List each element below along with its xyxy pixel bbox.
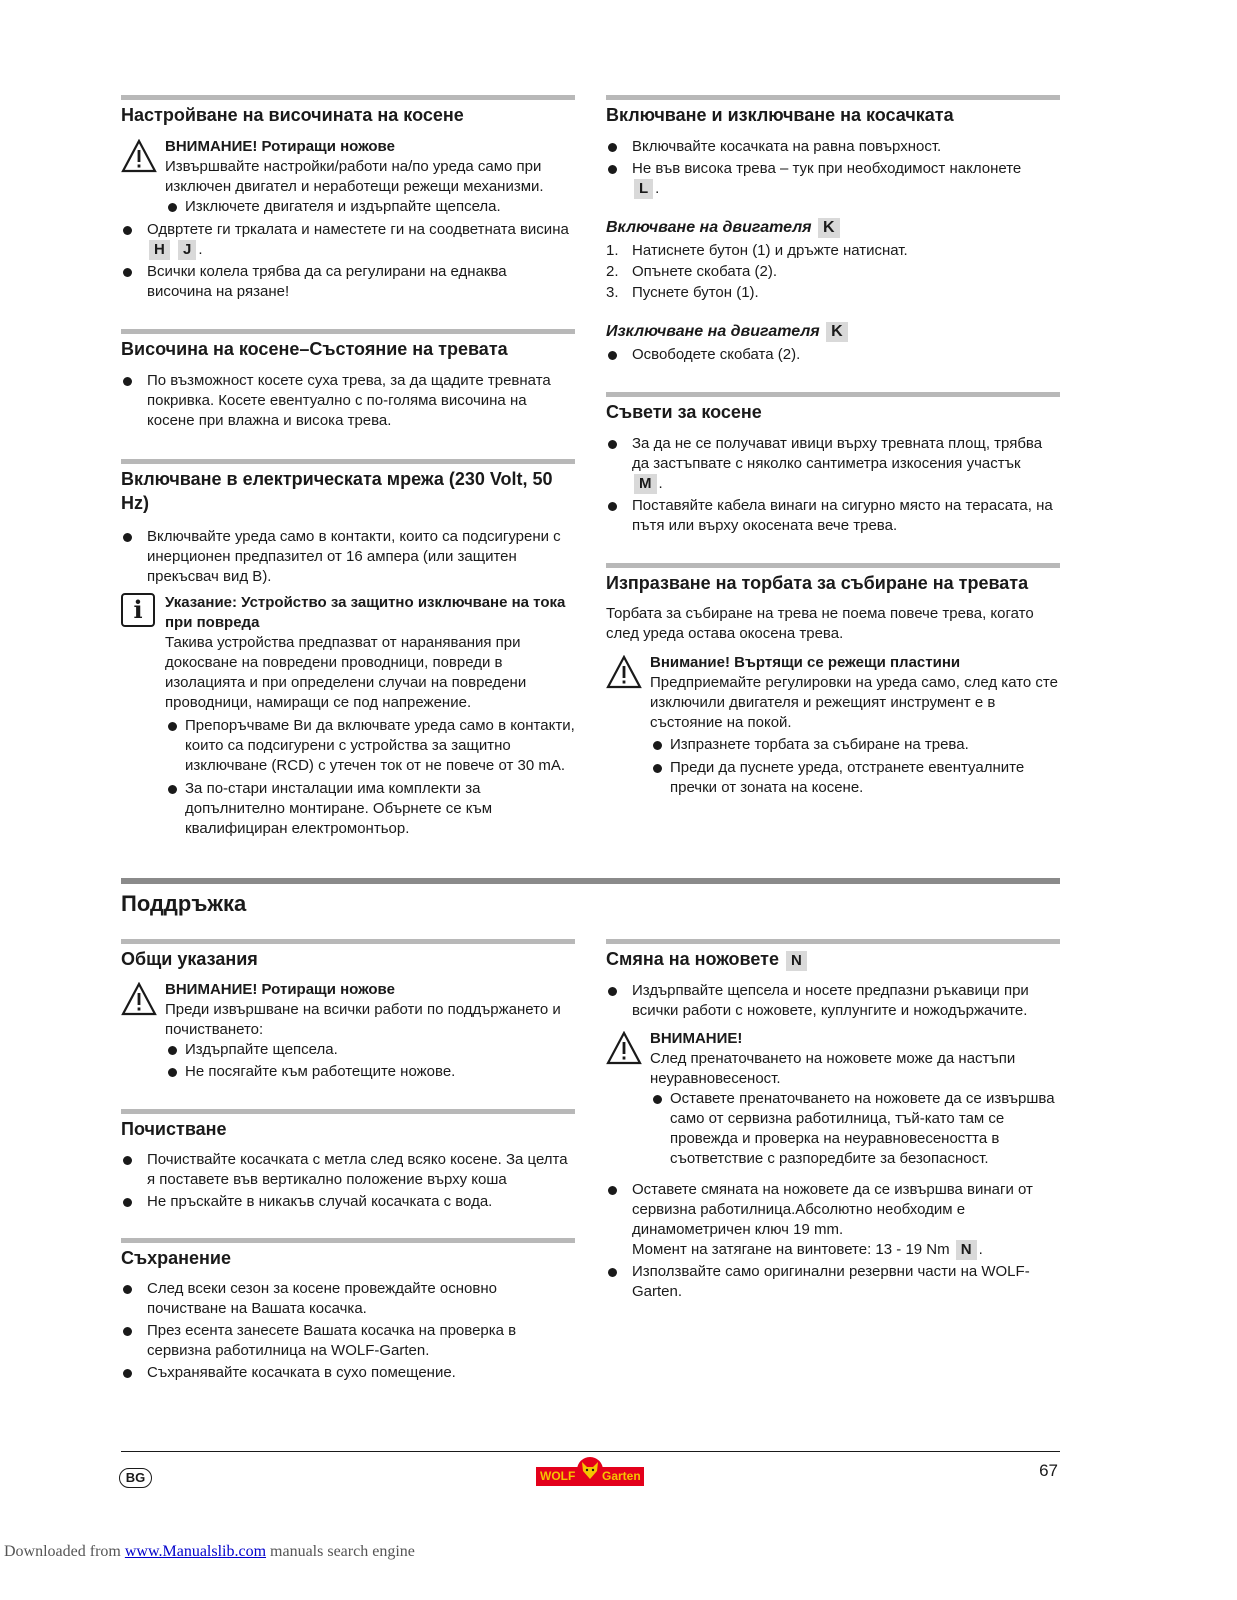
section-rule xyxy=(606,95,1060,100)
warning-block xyxy=(606,653,1060,798)
figure-ref-m: M xyxy=(634,474,657,494)
punctuation: . xyxy=(655,180,660,197)
list-item-text: Момент на затягане на винтовете: 13 - 19 Nm xyxy=(632,1241,950,1258)
warning-bullet: Изключете двигателя и издърпайте щепсела. xyxy=(165,197,575,217)
subsection-title xyxy=(606,217,1060,239)
download-suffix: manuals search engine xyxy=(270,1543,415,1560)
warning-triangle-icon xyxy=(606,1031,642,1065)
warning-title: ВНИМАНИЕ! Ротиращи ножове xyxy=(165,981,395,998)
chapter-rule xyxy=(121,878,1060,884)
maintenance-left-column xyxy=(121,939,575,1383)
list-item: След всеки сезон за косене провеждайте основно почистване на Вашата косачка. xyxy=(121,1279,575,1319)
left-column-top xyxy=(121,95,575,839)
list-item: По възможност косете суха трева, за да щадите тревната покривка. Косете евентуално с по-голяма височина на косене при влажна и висока трева. xyxy=(121,371,575,431)
list-item: През есента занесете Вашата косачка на проверка в сервизна работилница на WOLF-Garten. xyxy=(121,1321,575,1361)
warning-bullet: Преди да пуснете уреда, отстранете евентуалните пречки от зоната на косене. xyxy=(650,758,1060,798)
section-title: Включване и изключване на косачката xyxy=(606,105,954,125)
download-prefix: Downloaded from xyxy=(4,1543,121,1560)
section-rule xyxy=(121,1109,575,1114)
section-rule xyxy=(121,95,575,100)
list-item-text: Не във висока трева – тук при необходимост наклонете xyxy=(632,160,1022,177)
list-item-text: Одвртете ги тркалата и наместете ги на соодветната висина xyxy=(147,221,569,238)
figure-ref-h: H xyxy=(149,240,170,260)
section-title xyxy=(606,947,1060,971)
section-grass-condition xyxy=(121,329,575,431)
language-badge: BG xyxy=(119,1468,152,1488)
paragraph: Торбата за събиране на трева не поема повече трева, когато след уреда остава окосена трева. xyxy=(606,605,1034,642)
section-title: Общи указания xyxy=(121,949,258,969)
section-title: Съхранение xyxy=(121,1248,231,1268)
info-title: Указание: Устройство за защитно изключване на тока при повреда xyxy=(165,594,566,631)
section-title: Височина на косене–Състояние на тревата xyxy=(121,339,508,359)
warning-text: Извършвайте настройки/работи на/по уреда само при изключен двигател и неработещи режещи механизми. xyxy=(165,158,544,195)
warning-title: Внимание! Въртящи се режещи пластини xyxy=(650,654,961,671)
warning-bullet: Издърпайте щепсела. xyxy=(165,1040,575,1060)
list-item xyxy=(606,241,1060,261)
section-empty-bag xyxy=(606,563,1060,798)
right-column-top xyxy=(606,95,1060,798)
punctuation: . xyxy=(658,475,663,492)
section-engine-stop xyxy=(606,321,1060,365)
download-note xyxy=(4,1542,415,1562)
figure-ref-n: N xyxy=(786,951,807,971)
chapter-title: Поддръжка xyxy=(121,891,247,916)
list-item xyxy=(606,159,1060,199)
section-rule xyxy=(606,939,1060,944)
warning-text: Преди извършване на всички работи по поддържането и почистването: xyxy=(165,1001,561,1038)
list-item-text: Оставете смяната на ножовете да се извършва винаги от сервизна работилница.Абсолютно необходим е динамометричен ключ 19 mm. xyxy=(632,1181,1033,1238)
item-text: Опънете скобата (2). xyxy=(632,263,778,280)
list-item: Поставяйте кабела винаги на сигурно място на терасата, на пътя или върху окосената вече трева. xyxy=(606,496,1060,536)
warning-title: ВНИМАНИЕ! xyxy=(650,1030,743,1047)
section-storage xyxy=(121,1238,575,1383)
info-icon: i xyxy=(121,593,155,627)
section-mowing-tips xyxy=(606,392,1060,536)
subsection-title-text: Изключване на двигателя xyxy=(606,323,820,340)
figure-ref-k: K xyxy=(826,322,848,342)
list-item: Включвайте косачката на равна повърхност. xyxy=(606,137,1060,157)
item-text: Натиснете бутон (1) и дръжте натиснат. xyxy=(632,242,908,259)
warning-bullet: Не посягайте към работещите ножове. xyxy=(165,1062,575,1082)
list-item: Включвайте уреда само в контакти, които са подсигурени с инерционен предпазител от 16 ампера (или защитен прекъсвач вид B). xyxy=(121,527,575,587)
section-power-connection xyxy=(121,459,575,839)
section-rule xyxy=(121,459,575,464)
warning-triangle-icon xyxy=(121,982,157,1016)
item-number: 2. xyxy=(606,263,619,280)
section-rule xyxy=(606,563,1060,568)
section-rule xyxy=(606,392,1060,397)
section-general xyxy=(121,939,575,1082)
section-blade-change xyxy=(606,939,1060,1302)
section-rule xyxy=(121,939,575,944)
maintenance-right-column xyxy=(606,939,1060,1302)
warning-block xyxy=(121,137,575,217)
subsection-title xyxy=(606,321,1060,343)
maintenance-header xyxy=(121,878,1060,918)
list-item: Освободете скобата (2). xyxy=(606,345,1060,365)
figure-ref-l: L xyxy=(634,179,653,199)
list-item xyxy=(606,434,1060,494)
list-item: Почиствайте косачката с метла след всяко косене. За целта я поставете във вертикално положение върху коша xyxy=(121,1150,575,1190)
item-number: 3. xyxy=(606,284,619,301)
figure-ref-n: N xyxy=(956,1240,977,1260)
list-item: Всички колела трябва да са регулирани на еднаква височина на рязане! xyxy=(121,262,575,302)
warning-text: След пренаточването на ножовете може да настъпи неуравновесеност. xyxy=(650,1050,1016,1087)
figure-ref-k: K xyxy=(818,218,840,238)
list-item xyxy=(606,283,1060,303)
section-title: Изпразване на торбата за събиране на тревата xyxy=(606,573,1029,593)
warning-text: Предприемайте регулировки на уреда само, след като сте изключили двигателя и режещият инструмент е в състояние на покой. xyxy=(650,674,1058,731)
list-item: Използвайте само оригинални резервни части на WOLF-Garten. xyxy=(606,1262,1060,1302)
list-item xyxy=(606,1180,1060,1260)
numbered-list xyxy=(606,241,1060,303)
info-bullet: Препоръчваме Ви да включвате уреда само в контакти, които са подсигурени с устройства за защитно изключване (RCD) с утечен ток от не повече от 30 mA. xyxy=(165,716,575,776)
section-rule xyxy=(121,1238,575,1243)
item-number: 1. xyxy=(606,242,619,259)
list-item: Не пръскайте в никакъв случай косачката с вода. xyxy=(121,1192,575,1212)
page-number: 67 xyxy=(1039,1461,1058,1480)
list-item xyxy=(121,220,575,260)
warning-block xyxy=(606,1029,1060,1169)
info-block xyxy=(121,593,575,839)
section-title: Включване в електрическата мрежа (230 Volt, 50 Hz) xyxy=(121,469,553,513)
section-title: Почистване xyxy=(121,1119,227,1139)
warning-title: ВНИМАНИЕ! Ротиращи ножове xyxy=(165,138,395,155)
list-item xyxy=(606,262,1060,282)
logo-text-garten: Garten xyxy=(602,1469,641,1483)
subsection-title-text: Включване на двигателя xyxy=(606,219,812,236)
punctuation: . xyxy=(198,241,203,258)
section-rule xyxy=(121,329,575,334)
manualslib-link[interactable]: www.Manualslib.com xyxy=(124,1543,267,1560)
item-text: Пуснете бутон (1). xyxy=(632,284,759,301)
wolf-garten-logo xyxy=(536,1456,644,1488)
section-engine-start xyxy=(606,217,1060,303)
section-title-text: Смяна на ножовете xyxy=(606,949,779,969)
section-cleaning xyxy=(121,1109,575,1212)
section-on-off xyxy=(606,95,1060,199)
info-bullet: За по-стари инсталации има комплекти за допълнително монтиране. Обърнете се към квалифициран електромонтьор. xyxy=(165,779,575,839)
info-text: Такива устройства предпазват от наранявания при докосване на повредени проводници, повреди в изолацията и при определени случаи на повредени проводници, намиращи се под напрежение. xyxy=(165,634,527,711)
warning-bullet: Изпразнете торбата за събиране на трева. xyxy=(650,735,1060,755)
warning-block xyxy=(121,980,575,1082)
logo-text-wolf: WOLF xyxy=(540,1469,576,1483)
warning-bullet: Оставете пренаточването на ножовете да се извършва само от сервизна работилница, тъй-като там се провежда и проверка на неуравновесеността в съответствие с разпоредбите за безопасност. xyxy=(650,1089,1060,1169)
list-item: Издърпвайте щепсела и носете предпазни ръкавици при всички работи с ножовете, куплунгите и ножодържачите. xyxy=(606,981,1060,1021)
list-item: Съхранявайте косачката в сухо помещение. xyxy=(121,1363,575,1383)
warning-triangle-icon xyxy=(121,139,157,173)
wolf-head-icon xyxy=(576,1456,604,1484)
warning-triangle-icon xyxy=(606,655,642,689)
footer-rule xyxy=(121,1451,1060,1452)
punctuation: . xyxy=(978,1241,983,1258)
section-title: Настройване на височината на косене xyxy=(121,105,464,125)
figure-ref-j: J xyxy=(178,240,196,260)
section-mowing-height xyxy=(121,95,575,302)
list-item-text: За да не се получават ивици върху тревната площ, трябва да застъпвате с няколко сантиметра изкосения участък xyxy=(632,435,1043,472)
section-title: Съвети за косене xyxy=(606,402,762,422)
